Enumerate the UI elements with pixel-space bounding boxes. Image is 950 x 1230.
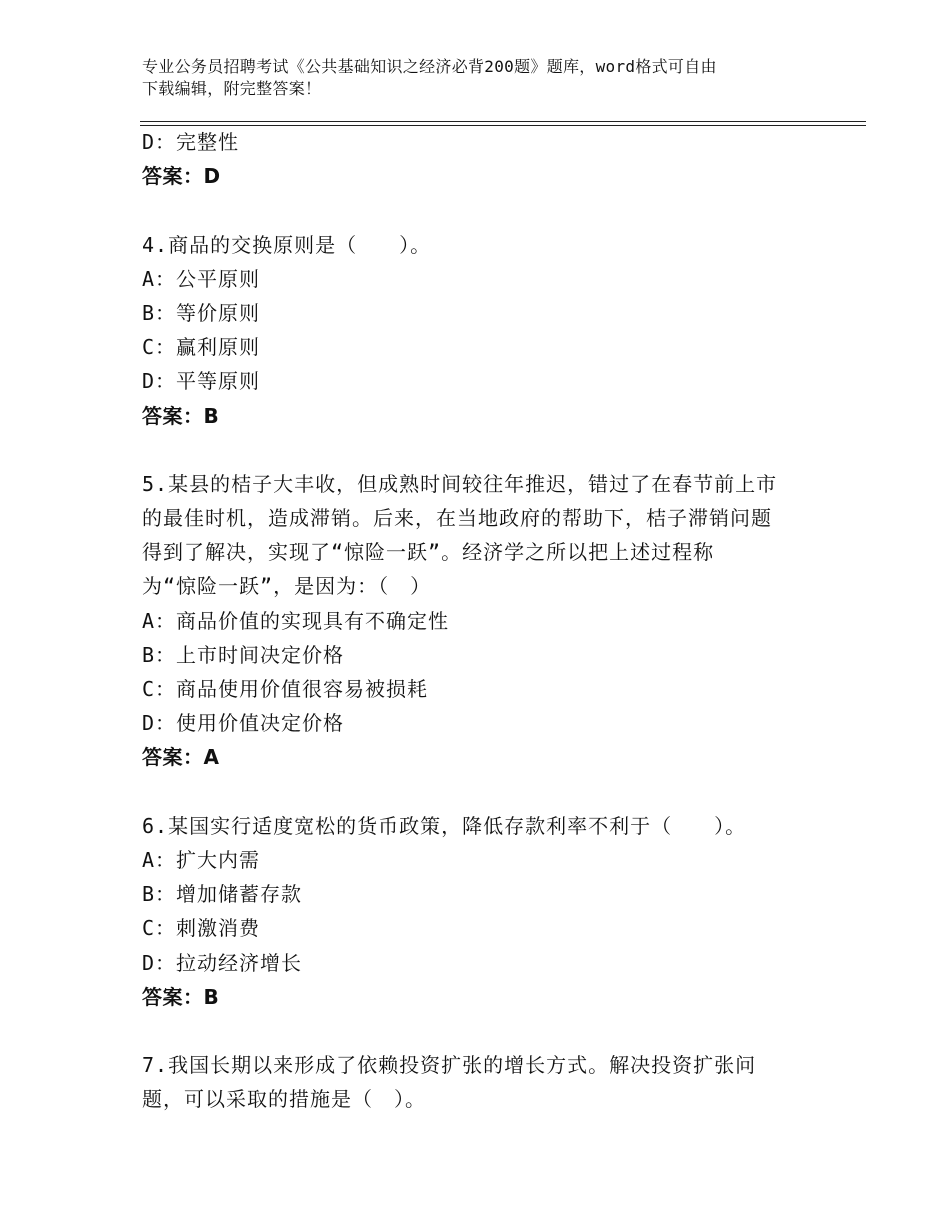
option-line: B：增加储蓄存款 (142, 882, 303, 907)
option-line: D：拉动经济增长 (142, 950, 303, 975)
option-line: B：等价原则 (142, 300, 261, 325)
question-stem: 得到了解决，实现了“惊险一跃”。经济学之所以把上述过程称 (142, 540, 715, 565)
question-block (142, 467, 822, 775)
option-line: C：赢利原则 (142, 335, 261, 360)
option-line: C：商品使用价值很容易被损耗 (142, 677, 429, 701)
question-stem: 的最佳时机，造成滞销。后来，在当地政府的帮助下，桔子滞销问题 (142, 506, 772, 531)
question-block (142, 809, 822, 1014)
question-stem: 6.某国实行适度宽松的货币政策，降低存款利率不利于（ ）。 (142, 813, 747, 838)
question-stem: 4.商品的交换原则是（ ）。 (142, 232, 432, 257)
answer-line: 答案：B (142, 403, 220, 428)
header-title-line-1: 专业公务员招聘考试《公共基础知识之经济必背200题》题库，word格式可自由 (142, 57, 717, 76)
header-divider-thick (140, 121, 866, 122)
question-list (142, 125, 822, 1116)
option-line: B：上市时间决定价格 (142, 642, 345, 667)
question-block (142, 228, 822, 433)
option-line: D：平等原则 (142, 369, 261, 394)
option-line: D：使用价值决定价格 (142, 711, 345, 736)
answer-line: 答案：D (142, 164, 221, 189)
question-stem: 7.我国长期以来形成了依赖投资扩张的增长方式。解决投资扩张问 (142, 1053, 757, 1078)
header-title-line-2: 下载编辑，附完整答案！ (142, 79, 322, 98)
question-block (142, 1048, 822, 1116)
option-line: A：扩大内需 (142, 847, 261, 872)
option-line: D：完整性 (142, 130, 240, 154)
option-line: A：商品价值的实现具有不确定性 (142, 608, 450, 633)
answer-line: 答案：A (142, 745, 220, 770)
answer-line: 答案：B (142, 984, 220, 1009)
question-stem: 为“惊险一跃”，是因为：（ ） (142, 574, 432, 599)
option-line: A：公平原则 (142, 266, 261, 291)
option-line: C：刺激消费 (142, 916, 261, 941)
question-block (142, 125, 822, 193)
question-stem: 题，可以采取的措施是（ ）。 (142, 1087, 426, 1112)
question-stem: 5.某县的桔子大丰收，但成熟时间较往年推迟，错过了在春节前上市 (142, 471, 778, 496)
document-header (142, 56, 822, 100)
